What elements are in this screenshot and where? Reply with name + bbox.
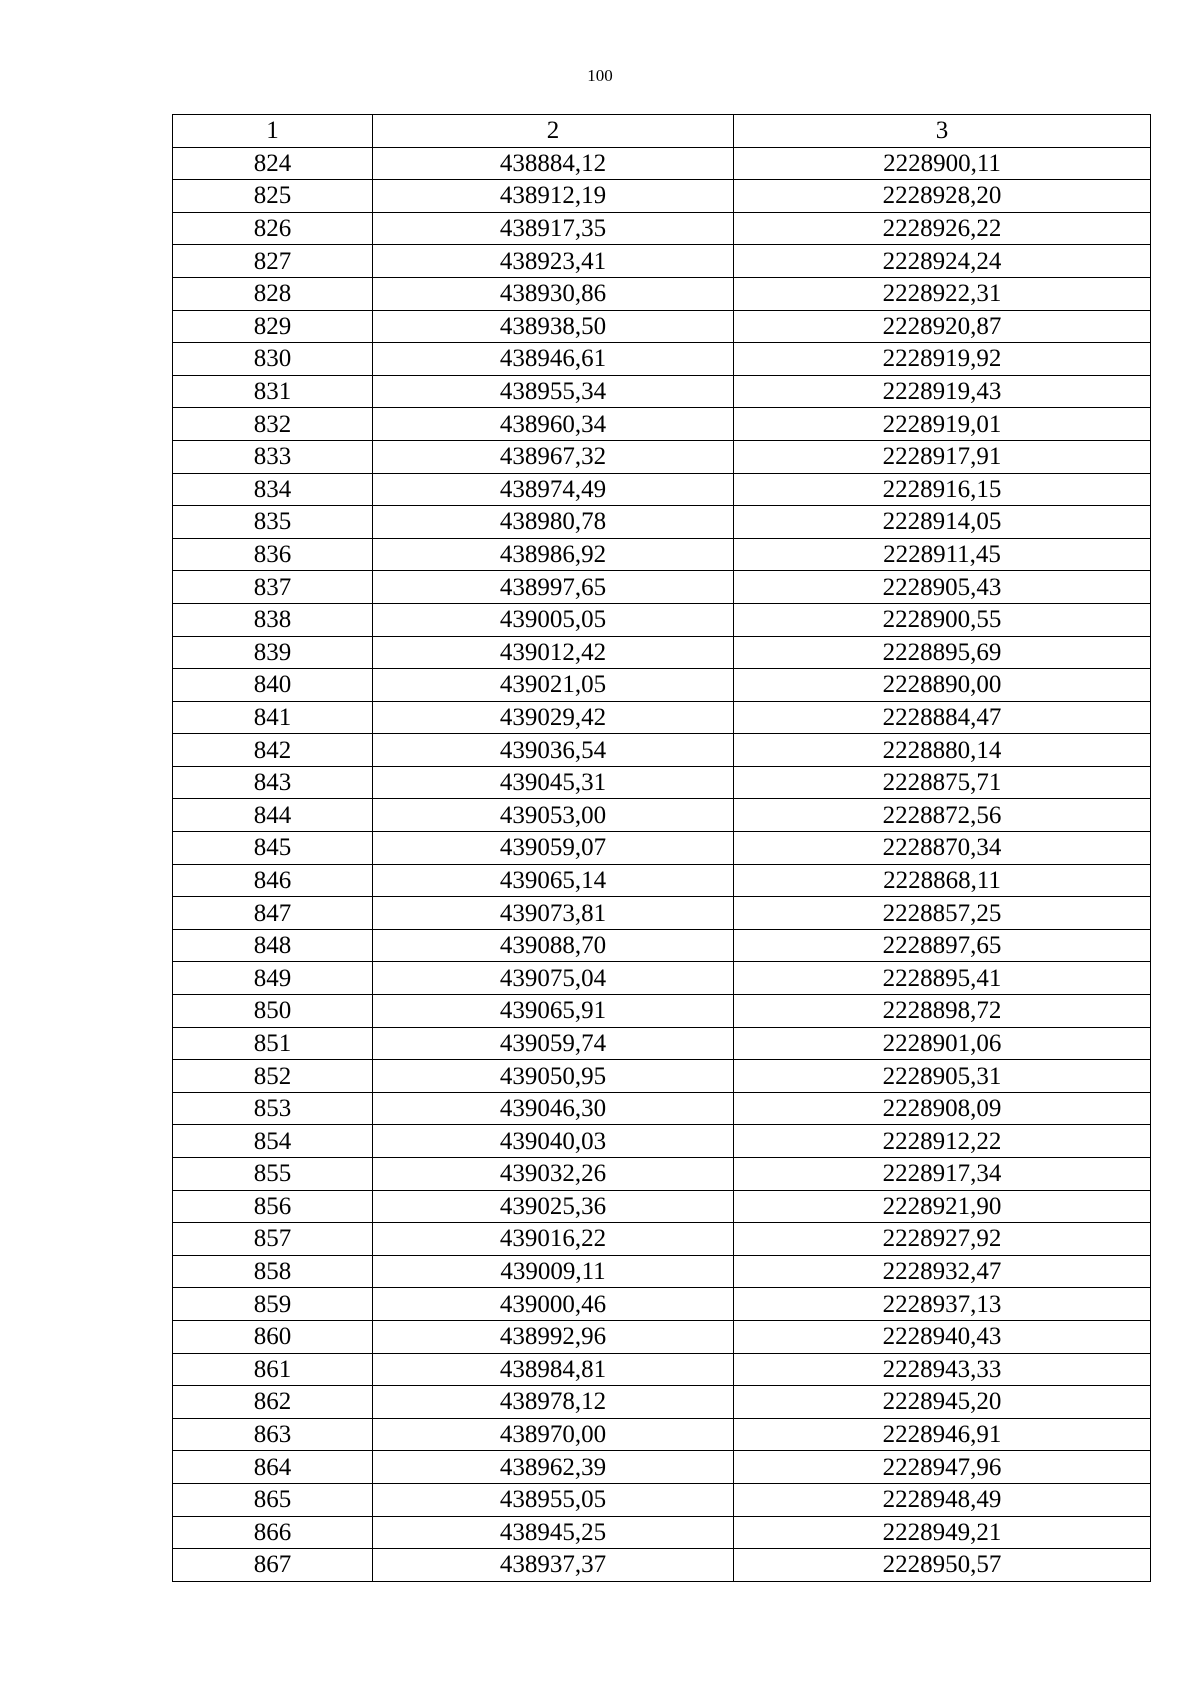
y-coordinate-cell: 2228947,96 [734, 1451, 1151, 1484]
point-number-cell: 858 [173, 1255, 373, 1288]
table-row [173, 180, 1151, 213]
x-coordinate-cell: 438962,39 [373, 1451, 734, 1484]
point-number-cell: 862 [173, 1386, 373, 1419]
table-row [173, 1125, 1151, 1158]
column-header: 1 [173, 115, 373, 148]
y-coordinate-cell: 2228912,22 [734, 1125, 1151, 1158]
column-header: 3 [734, 115, 1151, 148]
y-coordinate-cell: 2228946,91 [734, 1418, 1151, 1451]
point-number-cell: 861 [173, 1353, 373, 1386]
point-number-cell: 833 [173, 440, 373, 473]
point-number-cell: 830 [173, 343, 373, 376]
y-coordinate-cell: 2228916,15 [734, 473, 1151, 506]
point-number-cell: 853 [173, 1092, 373, 1125]
y-coordinate-cell: 2228908,09 [734, 1092, 1151, 1125]
y-coordinate-cell: 2228932,47 [734, 1255, 1151, 1288]
table-row [173, 375, 1151, 408]
x-coordinate-cell: 438997,65 [373, 571, 734, 604]
point-number-cell: 855 [173, 1158, 373, 1191]
point-number-cell: 848 [173, 929, 373, 962]
point-number-cell: 860 [173, 1320, 373, 1353]
x-coordinate-cell: 438955,05 [373, 1483, 734, 1516]
point-number-cell: 844 [173, 799, 373, 832]
table-row [173, 766, 1151, 799]
x-coordinate-cell: 438937,37 [373, 1549, 734, 1582]
point-number-cell: 825 [173, 180, 373, 213]
y-coordinate-cell: 2228900,11 [734, 147, 1151, 180]
point-number-cell: 838 [173, 603, 373, 636]
table-row [173, 603, 1151, 636]
table-row [173, 864, 1151, 897]
point-number-cell: 840 [173, 669, 373, 702]
x-coordinate-cell: 438938,50 [373, 310, 734, 343]
point-number-cell: 827 [173, 245, 373, 278]
x-coordinate-cell: 439032,26 [373, 1158, 734, 1191]
table-row [173, 1190, 1151, 1223]
y-coordinate-cell: 2228872,56 [734, 799, 1151, 832]
point-number-cell: 857 [173, 1223, 373, 1256]
column-header: 2 [373, 115, 734, 148]
table-row [173, 962, 1151, 995]
table-row [173, 571, 1151, 604]
x-coordinate-cell: 439073,81 [373, 897, 734, 930]
x-coordinate-cell: 438884,12 [373, 147, 734, 180]
y-coordinate-cell: 2228921,90 [734, 1190, 1151, 1223]
y-coordinate-cell: 2228943,33 [734, 1353, 1151, 1386]
x-coordinate-cell: 439065,14 [373, 864, 734, 897]
table-row [173, 473, 1151, 506]
y-coordinate-cell: 2228868,11 [734, 864, 1151, 897]
table-header-row [173, 115, 1151, 148]
table-row [173, 343, 1151, 376]
y-coordinate-cell: 2228919,92 [734, 343, 1151, 376]
table-row [173, 1092, 1151, 1125]
x-coordinate-cell: 438917,35 [373, 212, 734, 245]
x-coordinate-cell: 438974,49 [373, 473, 734, 506]
x-coordinate-cell: 439088,70 [373, 929, 734, 962]
table-row [173, 832, 1151, 865]
y-coordinate-cell: 2228898,72 [734, 995, 1151, 1028]
table-row [173, 1483, 1151, 1516]
table-row [173, 245, 1151, 278]
y-coordinate-cell: 2228917,91 [734, 440, 1151, 473]
x-coordinate-cell: 439016,22 [373, 1223, 734, 1256]
y-coordinate-cell: 2228900,55 [734, 603, 1151, 636]
x-coordinate-cell: 439046,30 [373, 1092, 734, 1125]
y-coordinate-cell: 2228875,71 [734, 766, 1151, 799]
x-coordinate-cell: 438946,61 [373, 343, 734, 376]
point-number-cell: 865 [173, 1483, 373, 1516]
x-coordinate-cell: 439050,95 [373, 1060, 734, 1093]
x-coordinate-cell: 438986,92 [373, 538, 734, 571]
y-coordinate-cell: 2228950,57 [734, 1549, 1151, 1582]
table-row [173, 669, 1151, 702]
point-number-cell: 851 [173, 1027, 373, 1060]
y-coordinate-cell: 2228905,31 [734, 1060, 1151, 1093]
x-coordinate-cell: 438955,34 [373, 375, 734, 408]
y-coordinate-cell: 2228922,31 [734, 277, 1151, 310]
y-coordinate-cell: 2228870,34 [734, 832, 1151, 865]
table-row [173, 1158, 1151, 1191]
y-coordinate-cell: 2228895,41 [734, 962, 1151, 995]
x-coordinate-cell: 438992,96 [373, 1320, 734, 1353]
point-number-cell: 843 [173, 766, 373, 799]
y-coordinate-cell: 2228884,47 [734, 701, 1151, 734]
coordinates-table [172, 114, 1151, 1582]
point-number-cell: 836 [173, 538, 373, 571]
point-number-cell: 832 [173, 408, 373, 441]
table-row [173, 1353, 1151, 1386]
point-number-cell: 854 [173, 1125, 373, 1158]
x-coordinate-cell: 438930,86 [373, 277, 734, 310]
x-coordinate-cell: 438960,34 [373, 408, 734, 441]
table-row [173, 277, 1151, 310]
table-row [173, 1255, 1151, 1288]
table-row [173, 897, 1151, 930]
point-number-cell: 850 [173, 995, 373, 1028]
x-coordinate-cell: 439059,07 [373, 832, 734, 865]
y-coordinate-cell: 2228895,69 [734, 636, 1151, 669]
table-row [173, 538, 1151, 571]
table-row [173, 1320, 1151, 1353]
point-number-cell: 835 [173, 506, 373, 539]
y-coordinate-cell: 2228924,24 [734, 245, 1151, 278]
x-coordinate-cell: 438945,25 [373, 1516, 734, 1549]
y-coordinate-cell: 2228940,43 [734, 1320, 1151, 1353]
point-number-cell: 847 [173, 897, 373, 930]
point-number-cell: 839 [173, 636, 373, 669]
point-number-cell: 859 [173, 1288, 373, 1321]
y-coordinate-cell: 2228920,87 [734, 310, 1151, 343]
table-row [173, 929, 1151, 962]
y-coordinate-cell: 2228949,21 [734, 1516, 1151, 1549]
y-coordinate-cell: 2228927,92 [734, 1223, 1151, 1256]
y-coordinate-cell: 2228857,25 [734, 897, 1151, 930]
x-coordinate-cell: 439065,91 [373, 995, 734, 1028]
x-coordinate-cell: 439005,05 [373, 603, 734, 636]
x-coordinate-cell: 439012,42 [373, 636, 734, 669]
y-coordinate-cell: 2228901,06 [734, 1027, 1151, 1060]
point-number-cell: 829 [173, 310, 373, 343]
point-number-cell: 846 [173, 864, 373, 897]
y-coordinate-cell: 2228919,01 [734, 408, 1151, 441]
table-row [173, 1418, 1151, 1451]
table-row [173, 636, 1151, 669]
table-row [173, 1549, 1151, 1582]
x-coordinate-cell: 439075,04 [373, 962, 734, 995]
y-coordinate-cell: 2228926,22 [734, 212, 1151, 245]
x-coordinate-cell: 439053,00 [373, 799, 734, 832]
x-coordinate-cell: 439025,36 [373, 1190, 734, 1223]
y-coordinate-cell: 2228914,05 [734, 506, 1151, 539]
table-row [173, 799, 1151, 832]
point-number-cell: 866 [173, 1516, 373, 1549]
table-row [173, 147, 1151, 180]
table-row [173, 1288, 1151, 1321]
x-coordinate-cell: 438980,78 [373, 506, 734, 539]
point-number-cell: 867 [173, 1549, 373, 1582]
table-row [173, 506, 1151, 539]
x-coordinate-cell: 439000,46 [373, 1288, 734, 1321]
y-coordinate-cell: 2228905,43 [734, 571, 1151, 604]
point-number-cell: 834 [173, 473, 373, 506]
page-number: 100 [587, 66, 613, 85]
table-row [173, 310, 1151, 343]
y-coordinate-cell: 2228917,34 [734, 1158, 1151, 1191]
table-row [173, 995, 1151, 1028]
x-coordinate-cell: 438912,19 [373, 180, 734, 213]
x-coordinate-cell: 438923,41 [373, 245, 734, 278]
x-coordinate-cell: 439040,03 [373, 1125, 734, 1158]
table-row [173, 408, 1151, 441]
y-coordinate-cell: 2228880,14 [734, 734, 1151, 767]
y-coordinate-cell: 2228897,65 [734, 929, 1151, 962]
point-number-cell: 864 [173, 1451, 373, 1484]
x-coordinate-cell: 438967,32 [373, 440, 734, 473]
x-coordinate-cell: 438970,00 [373, 1418, 734, 1451]
x-coordinate-cell: 439036,54 [373, 734, 734, 767]
table-row [173, 1060, 1151, 1093]
table-row [173, 701, 1151, 734]
point-number-cell: 837 [173, 571, 373, 604]
table-row [173, 1451, 1151, 1484]
point-number-cell: 863 [173, 1418, 373, 1451]
x-coordinate-cell: 439009,11 [373, 1255, 734, 1288]
point-number-cell: 824 [173, 147, 373, 180]
table-row [173, 734, 1151, 767]
point-number-cell: 845 [173, 832, 373, 865]
point-number-cell: 826 [173, 212, 373, 245]
table-row [173, 212, 1151, 245]
table-row [173, 440, 1151, 473]
point-number-cell: 856 [173, 1190, 373, 1223]
y-coordinate-cell: 2228948,49 [734, 1483, 1151, 1516]
point-number-cell: 831 [173, 375, 373, 408]
x-coordinate-cell: 439059,74 [373, 1027, 734, 1060]
table-row [173, 1516, 1151, 1549]
point-number-cell: 852 [173, 1060, 373, 1093]
point-number-cell: 849 [173, 962, 373, 995]
y-coordinate-cell: 2228937,13 [734, 1288, 1151, 1321]
table-row [173, 1386, 1151, 1419]
y-coordinate-cell: 2228911,45 [734, 538, 1151, 571]
y-coordinate-cell: 2228928,20 [734, 180, 1151, 213]
x-coordinate-cell: 439029,42 [373, 701, 734, 734]
point-number-cell: 842 [173, 734, 373, 767]
x-coordinate-cell: 439021,05 [373, 669, 734, 702]
y-coordinate-cell: 2228945,20 [734, 1386, 1151, 1419]
point-number-cell: 841 [173, 701, 373, 734]
coordinates-table-body [173, 115, 1151, 1582]
y-coordinate-cell: 2228919,43 [734, 375, 1151, 408]
point-number-cell: 828 [173, 277, 373, 310]
x-coordinate-cell: 439045,31 [373, 766, 734, 799]
x-coordinate-cell: 438978,12 [373, 1386, 734, 1419]
y-coordinate-cell: 2228890,00 [734, 669, 1151, 702]
x-coordinate-cell: 438984,81 [373, 1353, 734, 1386]
table-row [173, 1027, 1151, 1060]
table-row [173, 1223, 1151, 1256]
